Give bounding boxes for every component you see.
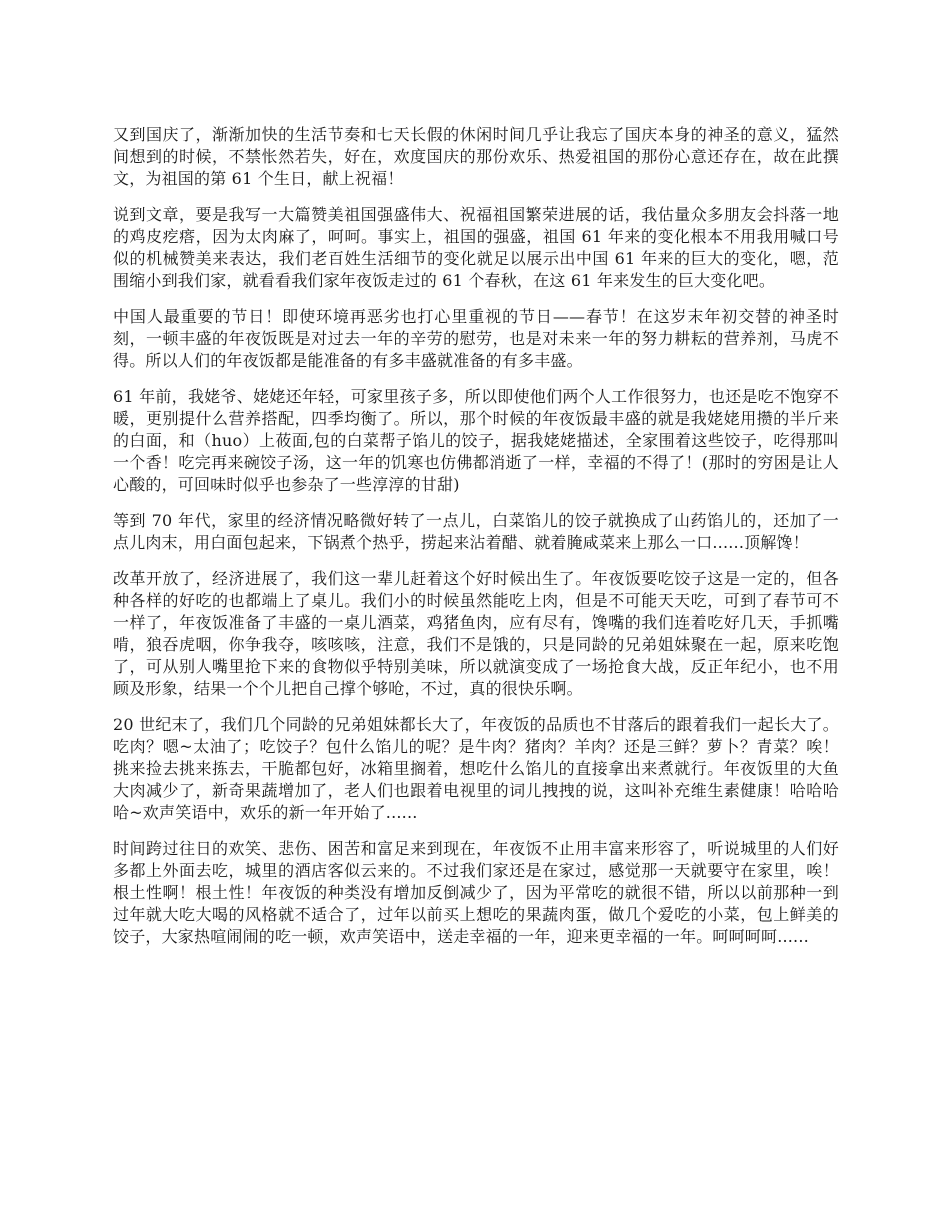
paragraph-2: 说到文章，要是我写一大篇赞美祖国强盛伟大、祝福祖国繁荣进展的话，我估量众多朋友会抖落一地的鸡皮疙瘩，因为太肉麻了，呵呵。事实上，祖国的强盛，祖国 61 年来的变化根本不用我用喊口号似的机械赞美来表达，我们老百姓生活细节的变化就足以展示出中国 61 年来的巨大的变化，嗯，范围缩小到我们家，就看看我们家年夜饭走过的 61 个春秋，在这 61 年来发生的巨大变化吧。 (113, 205, 839, 290)
paragraph-8: 时间跨过往日的欢笑、悲伤、困苦和富足来到现在，年夜饭不止用丰富来形容了，听说城里的人们好多都上外面去吃，城里的酒店客似云来的。不过我们家还是在家过，感觉那一天就要守在家里，唉！根土性啊！根土性！年夜饭的种类没有增加反倒减少了，因为平常吃的就很不错，所以以前那种一到过年就大吃大喝的风格就不适合了，过年以前买上想吃的果蔬肉蛋，做几个爱吃的小菜，包上鲜美的饺子，大家热喧闹闹的吃一顿，欢声笑语中，送走幸福的一年，迎来更幸福的一年。呵呵呵呵...... (113, 839, 839, 946)
paragraph-4: 61 年前，我姥爷、姥姥还年轻，可家里孩子多，所以即使他们两个人工作很努力，也还是吃不饱穿不暖，更别提什么营养搭配，四季均衡了。所以，那个时候的年夜饭最丰盛的就是我姥姥用攒的半斤来的白面，和（huo）上莜面,包的白菜帮子馅儿的饺子，据我姥姥描述，全家围着这些饺子，吃得那叫一个香！吃完再来碗饺子汤，这一年的饥寒也仿佛都消逝了一样，幸福的不得了！(那时的穷困是让人心酸的，可回味时似乎也参杂了一些淳淳的甘甜) (113, 387, 839, 494)
paragraph-3: 中国人最重要的节日！即使环境再恶劣也打心里重视的节日——春节！在这岁末年初交替的神圣时刻，一顿丰盛的年夜饭既是对过去一年的辛劳的慰劳，也是对未来一年的努力耕耘的营养剂，马虎不得。所以人们的年夜饭都是能准备的有多丰盛就准备的有多丰盛。 (113, 307, 839, 370)
document-body (113, 124, 839, 962)
paragraph-7: 20 世纪末了，我们几个同龄的兄弟姐妹都长大了，年夜饭的品质也不甘落后的跟着我们一起长大了。吃肉？嗯~太油了；吃饺子？包什么馅儿的呢？是牛肉？猪肉？羊肉？还是三鲜？萝卜？青菜？唉！挑来捡去挑来拣去，干脆都包好，冰箱里搁着，想吃什么馅儿的直接拿出来煮就行。年夜饭里的大鱼大肉减少了，新奇果蔬增加了，老人们也跟着电视里的词儿拽拽的说，这叫补充维生素健康！哈哈哈哈~欢声笑语中，欢乐的新一年开始了...... (113, 715, 839, 822)
paragraph-6: 改革开放了，经济进展了，我们这一辈儿赶着这个好时候出生了。年夜饭要吃饺子这是一定的，但各种各样的好吃的也都端上了桌儿。我们小的时候虽然能吃上肉，但是不可能天天吃，可到了春节可不一样了，年夜饭准备了丰盛的一桌儿酒菜，鸡猪鱼肉，应有尽有，馋嘴的我们连着吃好几天，手抓嘴啃，狼吞虎咽，你争我夺，咳咳咳，注意，我们不是饿的，只是同龄的兄弟姐妹聚在一起，原来吃饱了，可从别人嘴里抢下来的食物似乎特别美味，所以就演变成了一场抢食大战，反正年纪小，也不用顾及形象，结果一个个儿把自己撑个够呛，不过，真的很快乐啊。 (113, 569, 839, 698)
paragraph-5: 等到 70 年代，家里的经济情况略微好转了一点儿，白菜馅儿的饺子就换成了山药馅儿的，还加了一点儿肉末，用白面包起来，下锅煮个热乎，捞起来沾着醋、就着腌咸菜来上那么一口......顶解馋！ (113, 511, 839, 552)
paragraph-1: 又到国庆了，渐渐加快的生活节奏和七天长假的休闲时间几乎让我忘了国庆本身的神圣的意义，猛然间想到的时候，不禁怅然若失，好在，欢度国庆的那份欢乐、热爱祖国的那份心意还存在，故在此撰文，为祖国的第 61 个生日，献上祝福！ (113, 125, 839, 188)
